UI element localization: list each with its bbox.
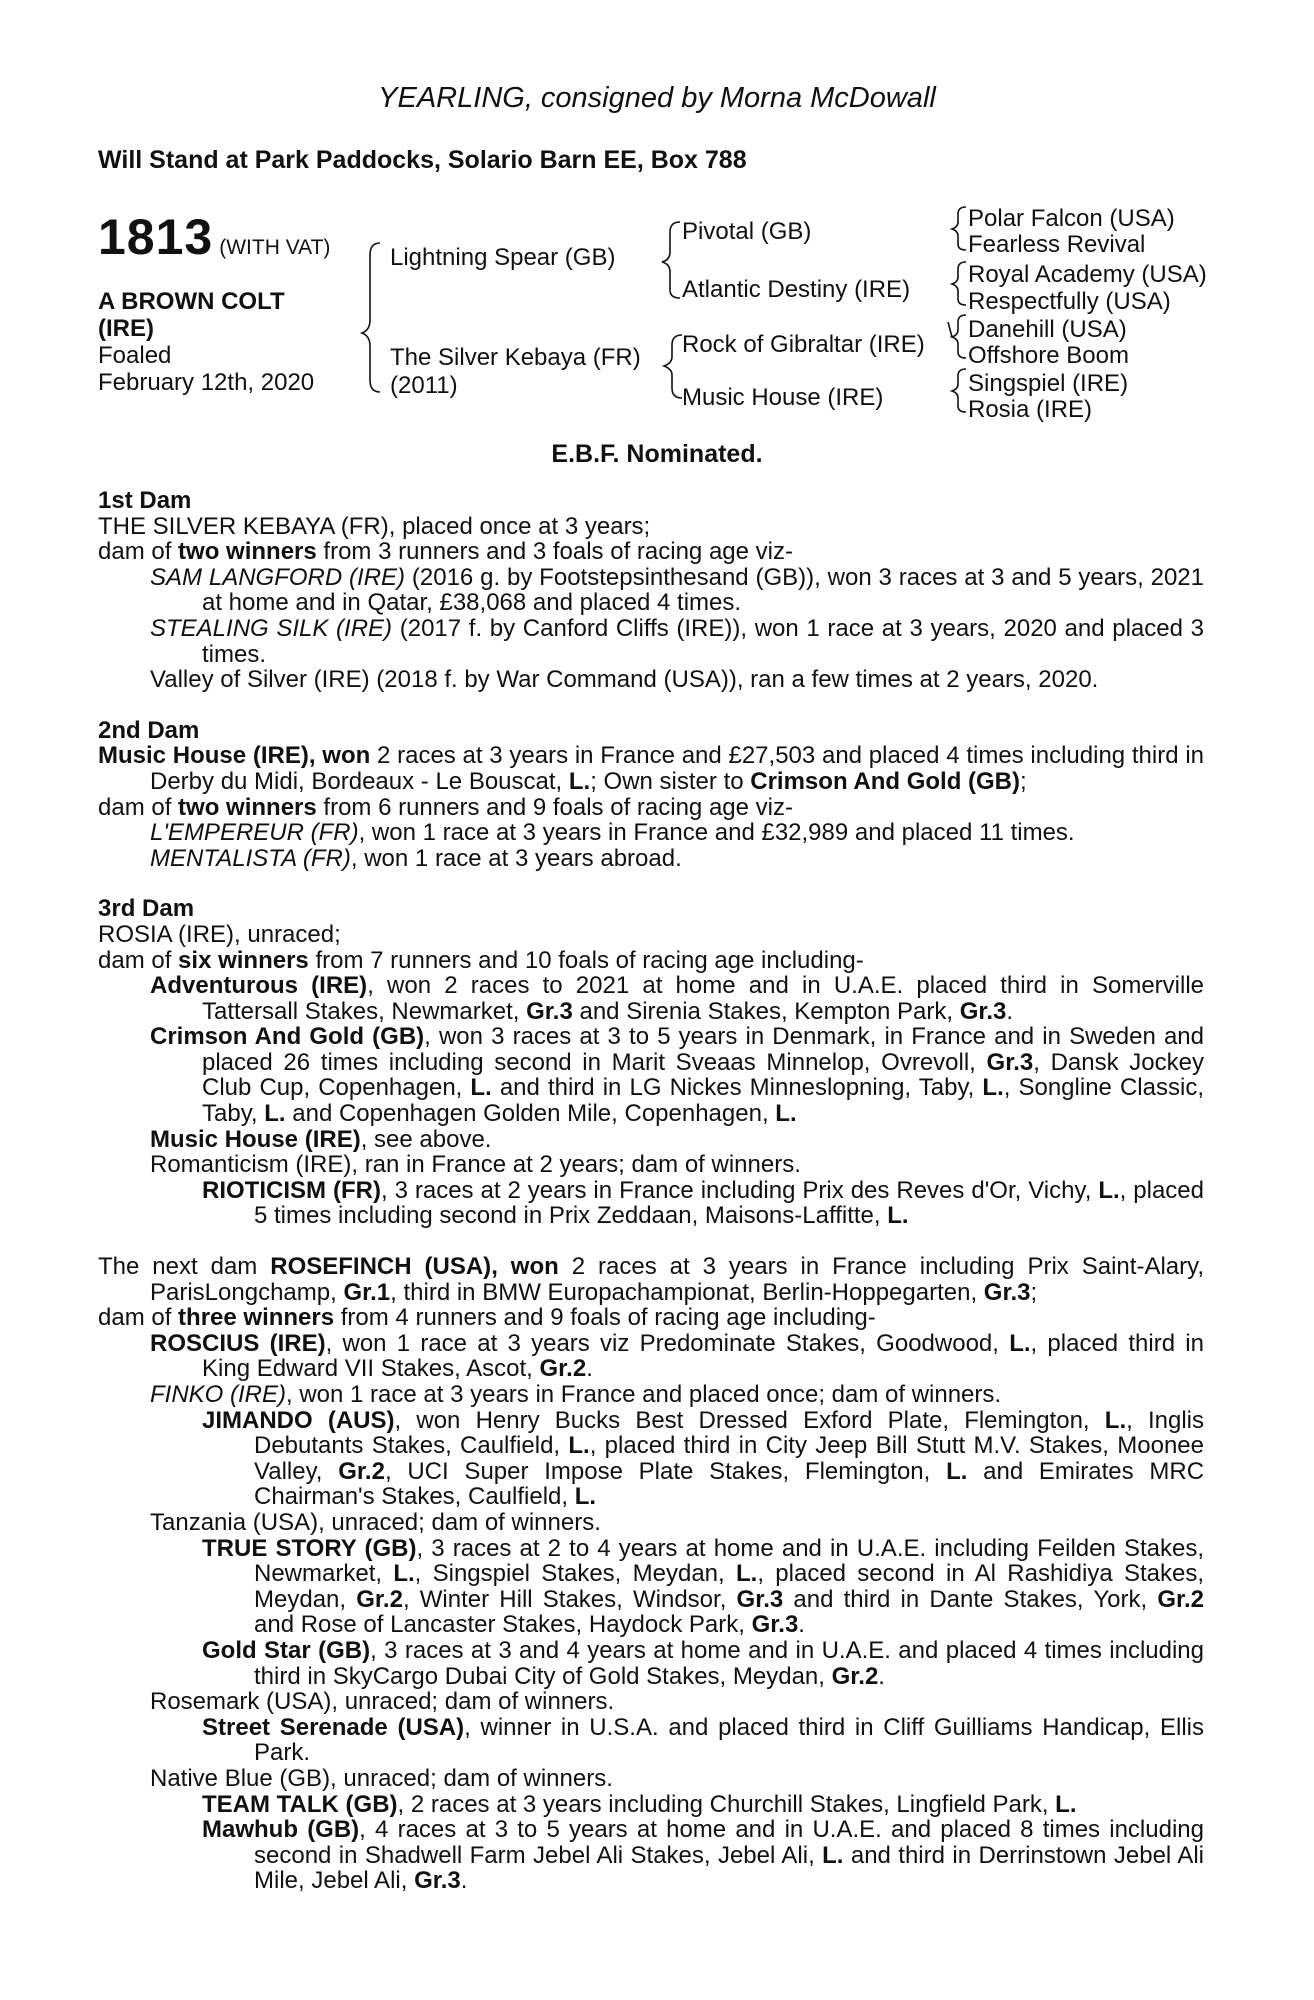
grade: Gr.3 bbox=[736, 1585, 784, 1613]
dam-line bbox=[98, 1254, 1204, 1305]
lot-number: 1813 bbox=[98, 209, 214, 265]
text: , 4 races at 3 to 5 years at home and in U.A.E. and placed 8 times including second in Shadwell Farm Jebel Ali Stakes, Jebel Ali, bbox=[254, 1816, 1204, 1869]
listed: L. bbox=[887, 1202, 909, 1230]
listed: L. bbox=[1055, 1790, 1077, 1818]
text: dam of bbox=[98, 793, 179, 821]
text: , 3 races at 2 years in France including Prix des Reves d'Or, Vichy, bbox=[380, 1176, 1099, 1204]
sire-brace bbox=[662, 222, 680, 298]
grandsire-7: Singspiel (IRE) bbox=[968, 370, 1129, 397]
offspring-name: Crimson And Gold (GB) bbox=[150, 1023, 425, 1051]
horse-type: A BROWN COLT bbox=[98, 288, 285, 315]
grade: Gr.3 bbox=[986, 1048, 1034, 1076]
grandoffspring-entry bbox=[202, 1178, 1204, 1229]
text: The next dam bbox=[98, 1253, 271, 1281]
offspring-entry bbox=[150, 565, 1204, 616]
grade: Gr.3 bbox=[751, 1611, 799, 1639]
offspring-entry bbox=[150, 846, 1204, 872]
offspring-name: FINKO (IRE) bbox=[150, 1381, 286, 1408]
offspring-name: ROSCIUS (IRE) bbox=[150, 1329, 326, 1357]
offspring-name: SAM LANGFORD (IRE) bbox=[150, 563, 406, 591]
text: , won 1 race at 3 years abroad. bbox=[350, 844, 682, 872]
main-brace bbox=[362, 243, 380, 392]
offspring-name: RIOTICISM (FR) bbox=[202, 1176, 381, 1204]
text: from 7 runners and 10 foals of racing age including- bbox=[308, 946, 864, 974]
text: dam of bbox=[98, 1304, 179, 1332]
grandoffspring-entry bbox=[202, 1536, 1204, 1638]
dam-name: The Silver Kebaya (FR) bbox=[390, 344, 641, 371]
text: and Sirenia Stakes, Kempton Park, bbox=[572, 997, 960, 1025]
text: , UCI Super Impose Plate Stakes, Flemington, bbox=[384, 1457, 947, 1485]
grandoffspring-entry bbox=[202, 1715, 1204, 1766]
text: , won Henry Bucks Best Dressed Exford Plate, Flemington, bbox=[394, 1406, 1105, 1434]
text: . bbox=[1006, 997, 1014, 1025]
dam-line: THE SILVER KEBAYA (FR), placed once at 3 years; bbox=[98, 512, 651, 540]
text: and Emirates MRC Chairman's Stakes, Caulfield, bbox=[254, 1457, 1205, 1511]
text: , won 1 race at 3 years in France and placed once; dam of winners. bbox=[286, 1381, 1002, 1408]
text: , won 1 race at 3 years in France and £32,989 and placed 11 times. bbox=[358, 819, 1075, 847]
foaled-label: Foaled bbox=[98, 342, 172, 369]
offspring-name: Music House (IRE) bbox=[150, 1125, 361, 1153]
winners-count: two winners bbox=[178, 538, 317, 566]
text: , Singspiel Stakes, Meydan, bbox=[414, 1560, 736, 1588]
winners-count: three winners bbox=[178, 1304, 335, 1332]
offspring-name: TRUE STORY (GB) bbox=[202, 1534, 417, 1562]
dam-name: ROSEFINCH (USA) bbox=[270, 1253, 492, 1281]
vat-label: (WITH VAT) bbox=[219, 236, 331, 259]
produce-summary bbox=[98, 795, 1204, 821]
offspring-entry: Native Blue (GB), unraced; dam of winners. bbox=[150, 1764, 613, 1792]
gbrace-2 bbox=[952, 262, 966, 305]
produce-summary bbox=[98, 539, 1204, 565]
text: (2017 f. by Canford Cliffs (IRE)), won 1 race at 3 years, 2020 and placed 3 times. bbox=[202, 614, 1204, 668]
offspring-entry: Romanticism (IRE), ran in France at 2 years; dam of winners. bbox=[150, 1151, 801, 1179]
dam-name: Music House (IRE) bbox=[98, 742, 309, 770]
text: dam of bbox=[98, 538, 179, 566]
granddam-6: Offshore Boom bbox=[968, 342, 1129, 369]
gbrace-4 bbox=[952, 369, 966, 412]
section-heading: 2nd Dam bbox=[98, 716, 200, 744]
listed: L. bbox=[1009, 1329, 1031, 1357]
grade: Gr.2 bbox=[831, 1662, 879, 1690]
gbrace-3 bbox=[952, 315, 966, 358]
pedigree-text bbox=[98, 488, 1204, 1919]
text: ; bbox=[1020, 767, 1027, 795]
dam-dam: Music House (IRE) bbox=[682, 384, 884, 411]
offspring-name: STEALING SILK (IRE) bbox=[150, 614, 393, 642]
text: ; Own sister to bbox=[590, 767, 751, 795]
offspring-name: Mawhub (GB) bbox=[202, 1816, 360, 1844]
third-dam-section bbox=[98, 896, 1204, 1229]
dam-line bbox=[98, 743, 1204, 794]
text: from 4 runners and 9 foals of racing age including- bbox=[334, 1304, 876, 1332]
produce-summary bbox=[98, 948, 1204, 974]
gbrace-1 bbox=[952, 207, 966, 250]
offspring-entry bbox=[150, 1024, 1204, 1126]
listed: L. bbox=[264, 1100, 286, 1128]
text: , Dansk Jockey Club Cup, Copenhagen, bbox=[202, 1048, 1204, 1102]
grade: Gr.2 bbox=[1157, 1585, 1205, 1613]
grandoffspring-entry bbox=[202, 1817, 1204, 1894]
offspring-entry bbox=[150, 1127, 1204, 1153]
text: , 3 races at 2 to 4 years at home and in U.A.E. including Feilden Stakes, Newmarket, bbox=[254, 1534, 1205, 1588]
offspring-entry bbox=[150, 1382, 1204, 1408]
offspring-entry bbox=[150, 1331, 1204, 1382]
section-heading: 3rd Dam bbox=[98, 895, 195, 923]
offspring-entry bbox=[150, 973, 1204, 1024]
grade: Gr.2 bbox=[338, 1457, 385, 1485]
text: , third in BMW Europachampionat, Berlin-Hoppegarten, bbox=[390, 1278, 984, 1306]
text: , Winter Hill Stakes, Windsor, bbox=[402, 1585, 737, 1613]
dam-brace bbox=[664, 335, 682, 398]
offspring-name: TEAM TALK (GB) bbox=[202, 1790, 398, 1818]
grandsire-5: Danehill (USA) bbox=[968, 316, 1127, 343]
dam-line: ROSIA (IRE), unraced; bbox=[98, 920, 341, 948]
ebf-nominated: E.B.F. Nominated. bbox=[551, 440, 763, 468]
text: from 3 runners and 3 foals of racing age viz- bbox=[316, 538, 793, 566]
sire-dam: Atlantic Destiny (IRE) bbox=[682, 276, 911, 303]
grandsire-1: Polar Falcon (USA) bbox=[968, 205, 1175, 232]
offspring-name: Gold Star (GB) bbox=[202, 1636, 371, 1664]
winners-count: six winners bbox=[178, 946, 309, 974]
granddam-4: Respectfully (USA) bbox=[968, 288, 1171, 315]
listed: L. bbox=[736, 1560, 758, 1588]
dam-sire: Rock of Gibraltar (IRE) bbox=[682, 331, 925, 358]
grade: Gr.3 bbox=[414, 1867, 461, 1895]
text: . bbox=[460, 1867, 468, 1895]
listed: L. bbox=[568, 1432, 590, 1460]
text: , see above. bbox=[360, 1125, 492, 1153]
text: , 2 races at 3 years including Churchill Stakes, Lingfield Park, bbox=[397, 1790, 1056, 1818]
listed: L. bbox=[946, 1457, 968, 1485]
granddam-2: Fearless Revival bbox=[968, 231, 1146, 258]
granddam-8: Rosia (IRE) bbox=[968, 396, 1093, 423]
text: , placed third in King Edward VII Stakes, Ascot, bbox=[202, 1329, 1204, 1383]
grade: Gr.2 bbox=[356, 1585, 403, 1613]
text: (2016 g. by Footstepsinthesand (GB)), won 3 races at 3 and 5 years, 2021 at home and in Qatar, £38,068 and placed 4 times. bbox=[202, 563, 1205, 617]
listed: L. bbox=[574, 1483, 597, 1511]
text: ; bbox=[1030, 1278, 1038, 1306]
grade: Gr.3 bbox=[526, 997, 573, 1025]
text: , won 3 races at 3 to 5 years in Denmark, in France and in Sweden and placed 26 times including second in Marit Sveaas Minnelop, Ovrevoll, bbox=[202, 1023, 1204, 1076]
offspring-name: Street Serenade (USA) bbox=[202, 1713, 465, 1741]
text: . bbox=[586, 1355, 593, 1383]
grade: Gr.3 bbox=[983, 1278, 1031, 1306]
text: and third in Dante Stakes, York, bbox=[783, 1585, 1158, 1613]
grandsire-3: Royal Academy (USA) bbox=[968, 261, 1207, 288]
listed: L. bbox=[775, 1100, 797, 1128]
offspring-name: L'EMPEREUR (FR) bbox=[150, 819, 359, 847]
text: and Rose of Lancaster Stakes, Haydock Park, bbox=[254, 1611, 752, 1639]
text: , 3 races at 3 and 4 years at home and in U.A.E. and placed 4 times including third in SkyCargo Dubai City of Gold Stakes, Meydan, bbox=[254, 1636, 1204, 1690]
text: . bbox=[798, 1611, 805, 1639]
text: , Songline Classic, Taby, bbox=[202, 1074, 1204, 1128]
text: 2 races at 3 years in France including Prix Saint-Alary, ParisLongchamp, bbox=[150, 1253, 1205, 1306]
offspring-entry: Tanzania (USA), unraced; dam of winners. bbox=[150, 1508, 601, 1536]
listed: L. bbox=[982, 1074, 1004, 1102]
foaled-date: February 12th, 2020 bbox=[98, 369, 315, 396]
second-dam-section bbox=[98, 718, 1204, 872]
text: and third in Derrinstown Jebel Ali Mile, Jebel Ali, bbox=[254, 1841, 1204, 1895]
horse-origin: (IRE) bbox=[98, 315, 154, 342]
sire-name: Lightning Spear (GB) bbox=[390, 244, 616, 271]
winners-count: two winners bbox=[178, 793, 317, 821]
text: and third in LG Nickes Minneslopning, Taby, bbox=[491, 1074, 983, 1102]
text: from 6 runners and 9 foals of racing age viz- bbox=[316, 793, 793, 821]
page-title: YEARLING, consigned by Morna McDowall bbox=[378, 82, 936, 114]
grandoffspring-entry bbox=[202, 1638, 1204, 1689]
won-label: , won bbox=[308, 742, 371, 770]
text: dam of bbox=[98, 946, 179, 974]
dam-year: (2011) bbox=[390, 372, 458, 399]
next-dam-section bbox=[98, 1254, 1204, 1894]
offspring-name: MENTALISTA (FR) bbox=[150, 844, 351, 872]
offspring-name: Adventurous (IRE) bbox=[150, 972, 368, 1000]
grandoffspring-entry bbox=[202, 1792, 1204, 1818]
stand-location: Will Stand at Park Paddocks, Solario Barn EE, Box 788 bbox=[98, 146, 747, 174]
text: and Copenhagen Golden Mile, Copenhagen, bbox=[285, 1100, 776, 1128]
offspring-name: JIMANDO (AUS) bbox=[202, 1406, 395, 1434]
grandoffspring-entry bbox=[202, 1408, 1204, 1510]
offspring-entry bbox=[150, 820, 1204, 846]
text: 2 races at 3 years in France and £27,503 and placed 4 times including third in Derby du Midi, Bordeaux - Le Bouscat, bbox=[150, 742, 1205, 795]
text: . bbox=[878, 1662, 885, 1690]
text: , placed 5 times including second in Prix Zeddaan, Maisons-Laffitte, bbox=[254, 1176, 1205, 1230]
produce-summary bbox=[98, 1305, 1204, 1331]
text: , Inglis Debutants Stakes, Caulfield, bbox=[254, 1406, 1204, 1460]
sister-name: Crimson And Gold (GB) bbox=[750, 767, 1021, 795]
offspring-entry: Rosemark (USA), unraced; dam of winners. bbox=[150, 1688, 615, 1716]
won-label: , won bbox=[491, 1253, 559, 1281]
listed: L. bbox=[1098, 1176, 1120, 1204]
link-brace bbox=[948, 322, 952, 337]
text: , won 2 races to 2021 at home and in U.A.E. placed third in Somerville Tattersall Stakes, Newmarket, bbox=[202, 972, 1205, 1025]
sire-sire: Pivotal (GB) bbox=[682, 218, 812, 245]
text: , placed second in Al Rashidiya Stakes, Meydan, bbox=[254, 1560, 1204, 1613]
listed: L. bbox=[1104, 1406, 1127, 1434]
listed: L. bbox=[393, 1560, 415, 1588]
offspring-entry: Valley of Silver (IRE) (2018 f. by War Command (USA)), ran a few times at 2 years, 2020. bbox=[150, 666, 1099, 694]
text: , winner in U.S.A. and placed third in Cliff Guilliams Handicap, Ellis Park. bbox=[254, 1713, 1204, 1767]
section-heading: 1st Dam bbox=[98, 487, 192, 514]
listed: L. bbox=[568, 767, 591, 795]
listed: L. bbox=[822, 1841, 844, 1869]
text: , placed third in City Jeep Bill Stutt M.V. Stakes, Moonee Valley, bbox=[254, 1432, 1204, 1485]
first-dam-section bbox=[98, 488, 1204, 693]
listed: L. bbox=[470, 1074, 492, 1102]
grade: Gr.2 bbox=[539, 1355, 587, 1383]
grade: Gr.1 bbox=[343, 1278, 391, 1306]
offspring-entry bbox=[150, 616, 1204, 667]
grade: Gr.3 bbox=[959, 997, 1007, 1025]
text: , won 1 race at 3 years viz Predominate Stakes, Goodwood, bbox=[325, 1329, 1010, 1357]
